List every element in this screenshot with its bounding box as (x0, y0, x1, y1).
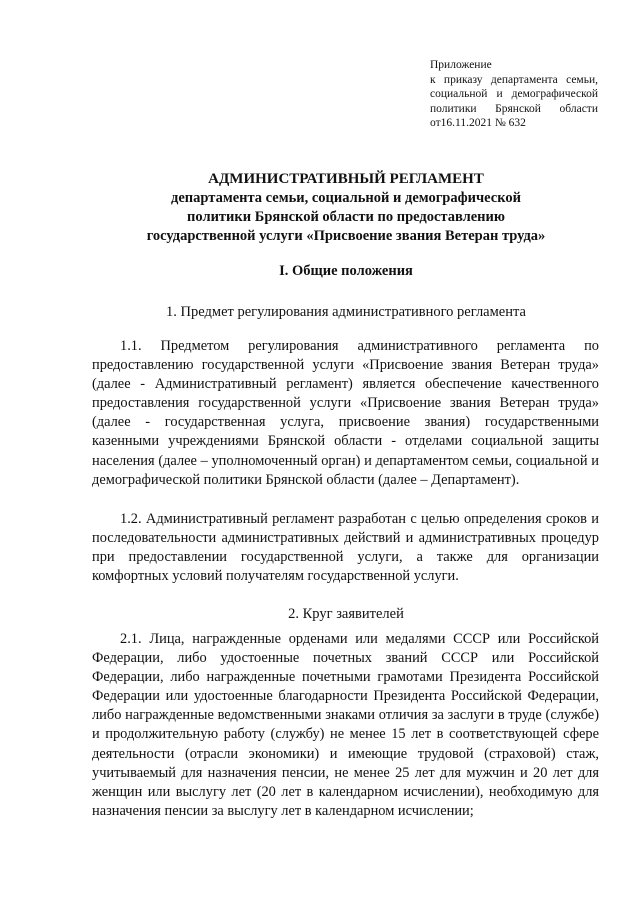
paragraph-text: 2.1. Лица, награжденные орденами или медалями СССР или Российской Федерации, либо удостоенные почетных званий СССР или Российской Федерации, либо награжденные почетными грамотами Президента Российской Федерации или удостоенные благодарности Президента Российской Федерации, либо награжденные ведомственными знаками отличия за заслуги в труде (службе) и продолжительную работу (службу) не менее 15 лет в соответствующей сфере деятельности (отрасли экономики) и имеющие трудовой (страховой) стаж, учитываемый для назначения пенсии, не менее 25 лет для мужчин и 20 лет для женщин или выслугу лет (20 лет в календарном исчислении), необходимую для назначения пенсии за выслугу лет в календарном исчислении; (92, 631, 599, 819)
paragraph-2-1 (92, 630, 599, 821)
title-line: государственной услуги «Присвоение звания Ветеран труда» (146, 228, 546, 244)
title-main: АДМИНИСТРАТИВНЫЙ РЕГЛАМЕНТ (208, 171, 484, 187)
document-title (96, 170, 596, 246)
appendix-line: Приложение (430, 59, 492, 71)
subsection-heading-applicants: 2. Круг заявителей (288, 606, 404, 622)
appendix-block (430, 58, 598, 131)
appendix-order-number: от16.11.2021 № 632 (430, 117, 526, 129)
paragraph-text: 1.2. Административный регламент разработан с целью определения сроков и последовательности административных действий и административных процедур при предоставлении государственной услуги, а также для организации комфортных условий получателям государственной услуги. (92, 511, 599, 585)
paragraph-text: 1.1. Предметом регулирования административного регламента по предоставлению государственной услуги «Присвоение звания Ветеран труда» (далее - Административный регламент) является обеспечение качественного предоставления государственной услуги «Присвоение звания Ветеран труда» (далее - государственная услуга, присвоение звания) государственными казенными учреждениями Брянской области - отделами социальной защиты населения (далее – уполномоченный орган) и департаментом семьи, социальной и демографической политики Брянской области (далее – Департамент). (92, 338, 599, 488)
title-line: департамента семьи, социальной и демографической (171, 190, 521, 206)
paragraph-1-1 (92, 337, 599, 490)
section-heading-general: I. Общие положения (279, 263, 413, 279)
appendix-line: к приказу департамента семьи, (430, 73, 598, 86)
appendix-line: политики Брянской области (430, 102, 598, 115)
title-line: политики Брянской области по предоставлению (187, 209, 505, 225)
appendix-line: социальной и демографической (430, 88, 598, 100)
subsection-heading-subject: 1. Предмет регулирования административного регламента (166, 304, 526, 320)
paragraph-1-2 (92, 510, 599, 586)
